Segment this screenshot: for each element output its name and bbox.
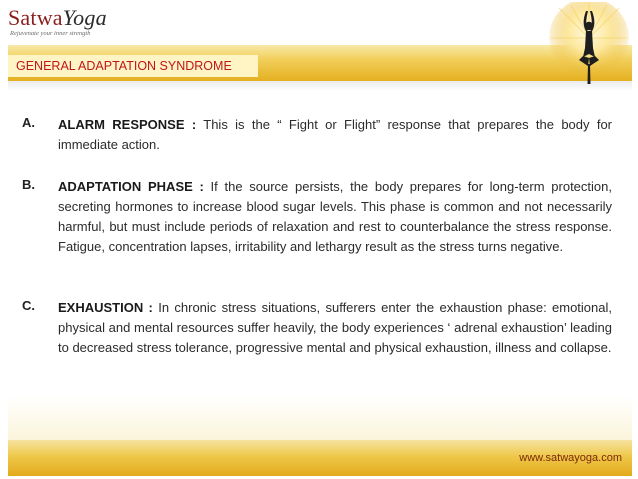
item-heading: ADAPTATION PHASE : <box>58 179 204 194</box>
item-letter: A. <box>22 115 35 130</box>
page-title: GENERAL ADAPTATION SYNDROME <box>16 59 232 73</box>
item-heading: EXHAUSTION : <box>58 300 153 315</box>
item-body <box>58 298 612 358</box>
footer-website-link[interactable]: www.satwayoga.com <box>519 452 622 464</box>
item-body <box>58 115 612 155</box>
logo-wordmark <box>8 6 107 30</box>
item-letter: B. <box>22 177 35 192</box>
item-text: If the source persists, the body prepares for long-term protection, secreting hormones to increase blood sugar levels. This phase is common and not necessarily harmful, but must include periods of relaxation and rest to counterbalance the stress response. Fatigue, concentration lapses, irritability and lethargy result as the stress turns negative. <box>58 179 612 254</box>
header-shadow <box>8 81 632 91</box>
footer-fade <box>8 395 632 440</box>
logo-brand-part1: Satwa <box>8 5 63 30</box>
item-text: In chronic stress situations, sufferers enter the exhaustion phase: emotional, physical and mental resources suffer heavily, the body experiences ‘ adrenal exhaustion’ leading to decreased stress tolerance, progressive mental and physical exhaustion, illness and collapse. <box>58 300 612 355</box>
logo-brand-part2: Yoga <box>62 5 107 30</box>
meditating-yogi-icon <box>546 2 632 88</box>
item-heading: ALARM RESPONSE : <box>58 117 197 132</box>
satwayoga-logo <box>8 6 107 40</box>
logo-tagline: Rejuvenate your inner strength <box>10 30 91 37</box>
item-letter: C. <box>22 298 35 313</box>
item-body <box>58 177 612 257</box>
item-text: This is the “ Fight or Flight” response that prepares the body for immediate action. <box>58 117 612 152</box>
